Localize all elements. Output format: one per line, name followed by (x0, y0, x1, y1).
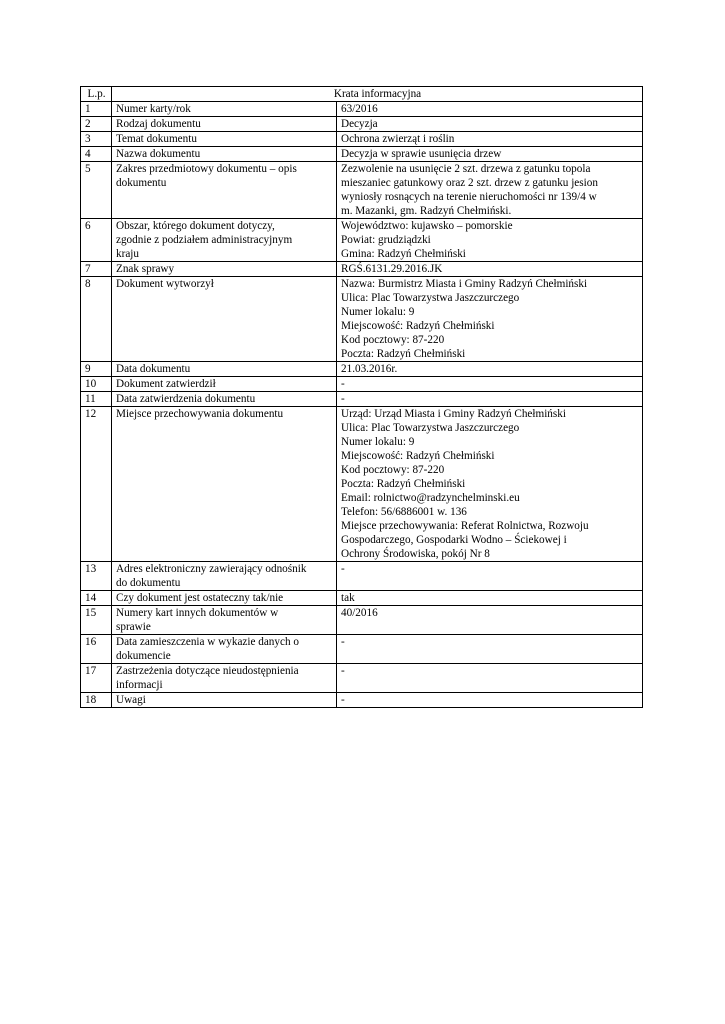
label-line: do dokumentu (116, 577, 181, 589)
table-row (81, 664, 643, 693)
row-number: 9 (81, 362, 112, 377)
value-line: - (341, 393, 345, 405)
label-line: Temat dokumentu (116, 133, 197, 145)
row-label (112, 392, 337, 407)
value-line: Numer lokalu: 9 (341, 436, 415, 448)
row-number: 10 (81, 377, 112, 392)
row-number: 7 (81, 262, 112, 277)
row-value (337, 591, 643, 606)
row-number: 18 (81, 693, 112, 708)
value-line: 21.03.2016r. (341, 363, 398, 375)
table-row (81, 377, 643, 392)
row-value (337, 377, 643, 392)
row-value (337, 162, 643, 219)
label-line: Miejsce przechowywania dokumentu (116, 408, 284, 420)
value-line: Gospodarczego, Gospodarki Wodno – Ściekowej i (341, 534, 567, 546)
row-value (337, 562, 643, 591)
value-line: Ulica: Plac Towarzystwa Jaszczurczego (341, 292, 520, 304)
value-line: Email: rolnictwo@radzynchelminski.eu (341, 492, 520, 504)
label-line: informacji (116, 679, 163, 691)
info-grid-table (80, 86, 643, 708)
value-line: Poczta: Radzyń Chełmiński (341, 348, 466, 360)
label-line: dokumencie (116, 650, 171, 662)
row-number: 8 (81, 277, 112, 362)
row-number: 3 (81, 132, 112, 147)
value-line: wyniosły rosnących na terenie nieruchomości nr 139/4 w (341, 191, 597, 203)
label-line: Obszar, którego dokument dotyczy, (116, 220, 275, 232)
row-value (337, 664, 643, 693)
value-line: - (341, 665, 345, 677)
row-label (112, 591, 337, 606)
row-value (337, 147, 643, 162)
table-row (81, 591, 643, 606)
row-number: 12 (81, 407, 112, 562)
value-line: Numer lokalu: 9 (341, 306, 415, 318)
value-line: Decyzja w sprawie usunięcia drzew (341, 148, 502, 160)
value-line: tak (341, 592, 355, 604)
label-line: Numer karty/rok (116, 103, 191, 115)
table-header-row (81, 87, 643, 102)
table-row (81, 606, 643, 635)
table-row (81, 102, 643, 117)
value-line: Gmina: Radzyń Chełmiński (341, 248, 466, 260)
value-line: Nazwa: Burmistrz Miasta i Gminy Radzyń Chełmiński (341, 278, 588, 290)
value-line: Kod pocztowy: 87-220 (341, 464, 445, 476)
label-line: Data zatwierdzenia dokumentu (116, 393, 256, 405)
value-line: RGŚ.6131.29.2016.JK (341, 263, 443, 275)
row-label (112, 693, 337, 708)
row-label (112, 407, 337, 562)
row-number: 15 (81, 606, 112, 635)
label-line: Dokument zatwierdził (116, 378, 216, 390)
row-value (337, 219, 643, 262)
row-label (112, 277, 337, 362)
table-row (81, 117, 643, 132)
label-line: Uwagi (116, 694, 146, 706)
value-line: - (341, 378, 345, 390)
value-line: Ochrony Środowiska, pokój Nr 8 (341, 548, 490, 560)
table-row (81, 693, 643, 708)
row-value (337, 635, 643, 664)
label-line: Nazwa dokumentu (116, 148, 201, 160)
table-row (81, 162, 643, 219)
value-line: Decyzja (341, 118, 378, 130)
value-line: 63/2016 (341, 103, 378, 115)
row-number: 2 (81, 117, 112, 132)
label-line: sprawie (116, 621, 151, 633)
row-number: 17 (81, 664, 112, 693)
value-line: Zezwolenie na usunięcie 2 szt. drzewa z gatunku topola (341, 163, 591, 175)
row-label (112, 635, 337, 664)
row-value (337, 132, 643, 147)
label-line: Data zamieszczenia w wykazie danych o (116, 636, 299, 648)
value-line: Miejscowość: Radzyń Chełmiński (341, 450, 495, 462)
label-line: Rodzaj dokumentu (116, 118, 201, 130)
table-row (81, 407, 643, 562)
row-value (337, 606, 643, 635)
label-line: Czy dokument jest ostateczny tak/nie (116, 592, 284, 604)
label-line: Numery kart innych dokumentów w (116, 607, 279, 619)
row-number: 5 (81, 162, 112, 219)
table-row (81, 219, 643, 262)
table-row (81, 562, 643, 591)
label-line: Adres elektroniczny zawierający odnośnik (116, 563, 307, 575)
row-label (112, 132, 337, 147)
value-line: - (341, 636, 345, 648)
value-line: 40/2016 (341, 607, 378, 619)
row-value (337, 102, 643, 117)
label-line: Data dokumentu (116, 363, 191, 375)
row-value (337, 392, 643, 407)
row-label (112, 219, 337, 262)
table-row (81, 147, 643, 162)
row-value (337, 262, 643, 277)
table-row (81, 132, 643, 147)
value-line: mieszaniec gatunkowy oraz 2 szt. drzew z gatunku jesion (341, 177, 598, 189)
label-line: Zastrzeżenia dotyczące nieudostępnienia (116, 665, 299, 677)
label-line: dokumentu (116, 177, 167, 189)
value-line: Urząd: Urząd Miasta i Gminy Radzyń Chełmiński (341, 408, 566, 420)
row-label (112, 147, 337, 162)
label-line: Zakres przedmiotowy dokumentu – opis (116, 163, 297, 175)
row-label (112, 562, 337, 591)
label-line: Znak sprawy (116, 263, 175, 275)
header-lp: L.p. (81, 87, 112, 102)
row-value (337, 362, 643, 377)
value-line: Telefon: 56/6886001 w. 136 (341, 506, 467, 518)
row-number: 14 (81, 591, 112, 606)
table-row (81, 262, 643, 277)
value-line: Miejsce przechowywania: Referat Rolnictwa, Rozwoju (341, 520, 589, 532)
row-number: 16 (81, 635, 112, 664)
table-body (81, 102, 643, 708)
row-number: 11 (81, 392, 112, 407)
value-line: Powiat: grudziądzki (341, 234, 431, 246)
value-line: Miejscowość: Radzyń Chełmiński (341, 320, 495, 332)
value-line: m. Mazanki, gm. Radzyń Chełmiński. (341, 205, 512, 217)
row-value (337, 693, 643, 708)
row-value (337, 277, 643, 362)
header-title: Krata informacyjna (112, 87, 643, 102)
row-label (112, 117, 337, 132)
row-number: 13 (81, 562, 112, 591)
row-number: 6 (81, 219, 112, 262)
table-row (81, 635, 643, 664)
value-line: Ochrona zwierząt i roślin (341, 133, 455, 145)
row-label (112, 377, 337, 392)
value-line: Poczta: Radzyń Chełmiński (341, 478, 466, 490)
row-number: 4 (81, 147, 112, 162)
row-label (112, 102, 337, 117)
table-row (81, 362, 643, 377)
row-number: 1 (81, 102, 112, 117)
row-value (337, 407, 643, 562)
value-line: - (341, 563, 345, 575)
table-row (81, 277, 643, 362)
value-line: Kod pocztowy: 87-220 (341, 334, 445, 346)
label-line: kraju (116, 248, 139, 260)
row-value (337, 117, 643, 132)
table-row (81, 392, 643, 407)
value-line: Ulica: Plac Towarzystwa Jaszczurczego (341, 422, 520, 434)
row-label (112, 606, 337, 635)
label-line: zgodnie z podziałem administracyjnym (116, 234, 293, 246)
row-label (112, 362, 337, 377)
value-line: Województwo: kujawsko – pomorskie (341, 220, 513, 232)
row-label (112, 262, 337, 277)
row-label (112, 664, 337, 693)
value-line: - (341, 694, 345, 706)
label-line: Dokument wytworzył (116, 278, 214, 290)
row-label (112, 162, 337, 219)
